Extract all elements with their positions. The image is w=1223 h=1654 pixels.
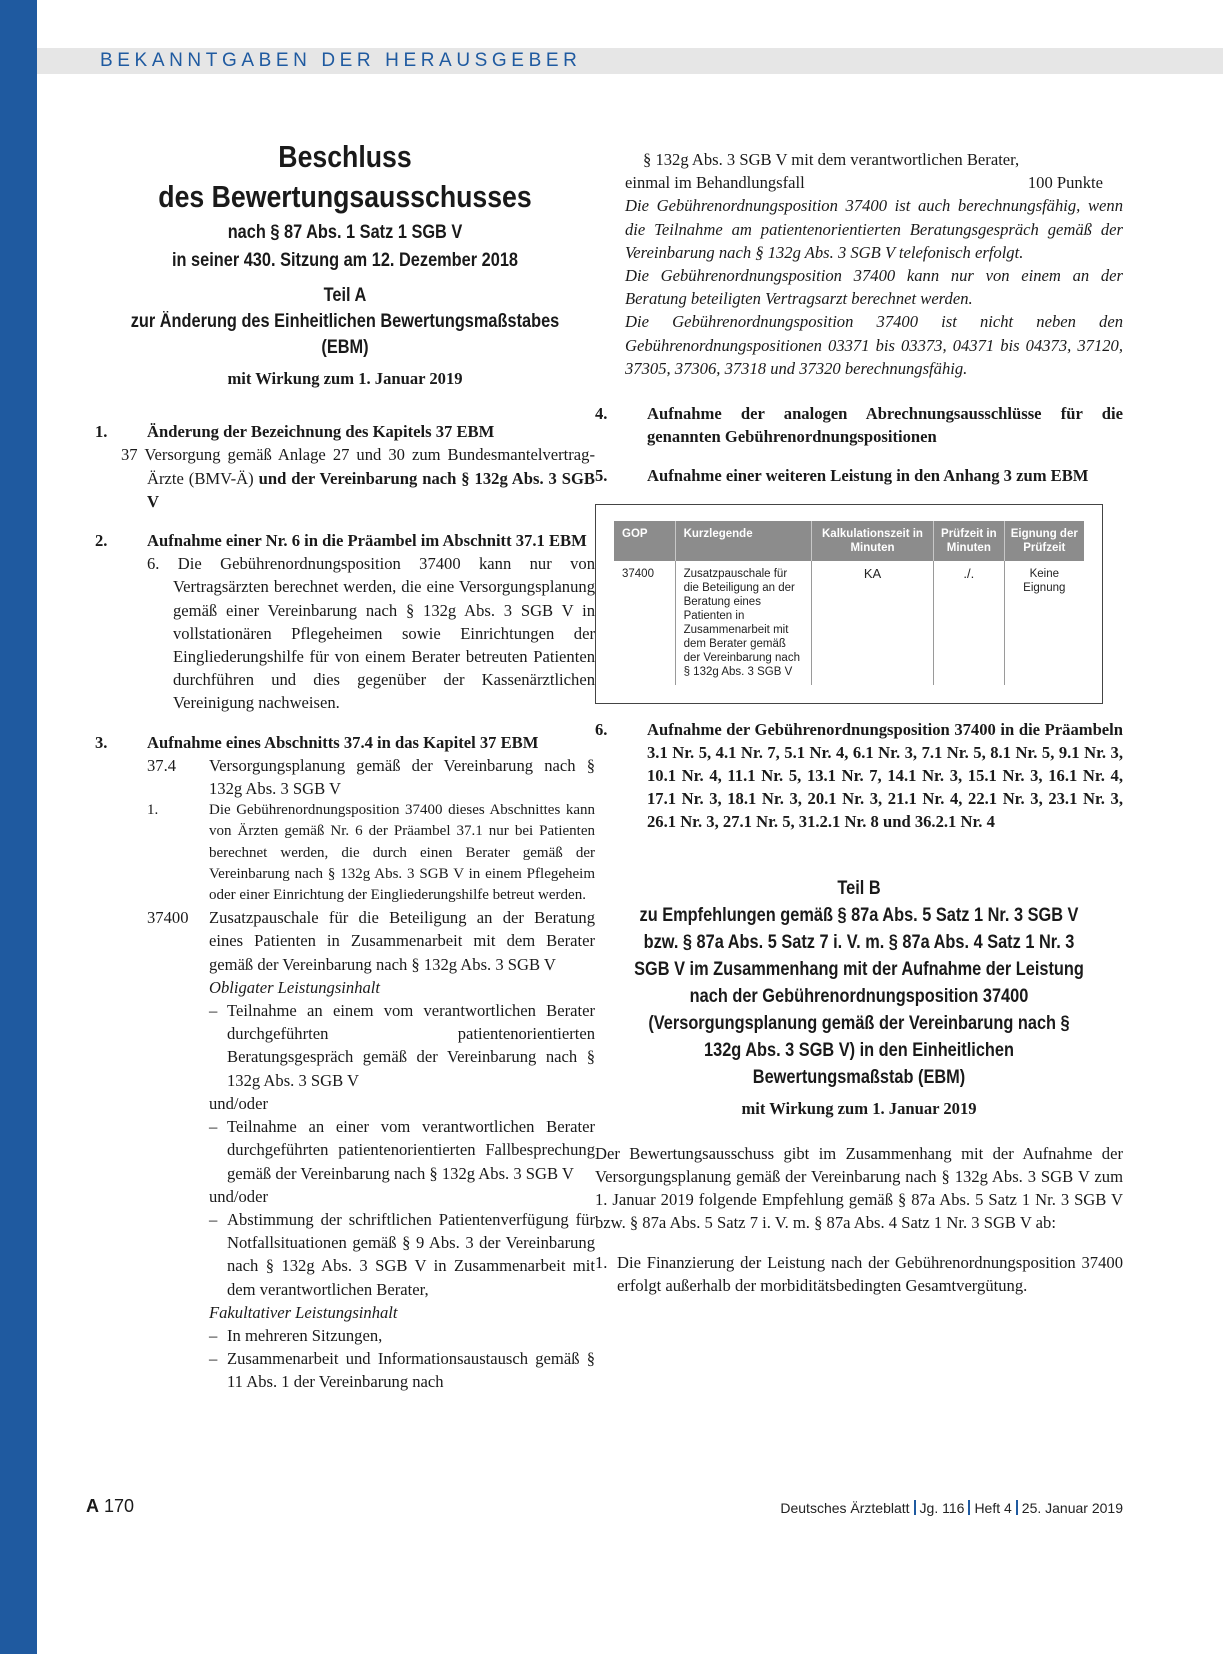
- journal-info: Deutsches Ärzteblatt Jg. 116 Heft 4 25. Januar 2019: [780, 1500, 1123, 1516]
- anhang-table: [614, 521, 1084, 685]
- table-row: [614, 561, 1084, 685]
- table-header-cell: GOP: [614, 521, 675, 561]
- section-header-title: BEKANNTGABEN DER HERAUSGEBER: [100, 50, 582, 71]
- teil-b-point-1: 1. Die Finanzierung der Leistung nach der Gebührenordnungsposition 37400 erfolgt außerhalb der morbiditätsbedingten Gesamtvergütung.: [595, 1252, 1123, 1295]
- page-number: A 170: [86, 1496, 135, 1516]
- item-6: 6. Aufnahme der Gebührenordnungsposition 37400 in die Präambeln 3.1 Nr. 5, 4.1 Nr. 7, 5.1 Nr. 4, 6.1 Nr. 3, 7.1 Nr. 5, 8.1 Nr. 5, 9.1 Nr. 3, 10.1 Nr. 4, 11.1 Nr. 5, 13.1 Nr. 7, 14.1 Nr. 3, 15.1 Nr. 3, 16.1 Nr. 4, 17.1 Nr. 3, 18.1 Nr. 3, 20.1 Nr. 3, 21.1 Nr. 4, 22.1 Nr. 3, 23.1 Nr. 3, 26.1 Nr. 3, 27.1 Nr. 5, 31.2.1 Nr. 8 und 36.2.1 Nr. 4: [595, 719, 1123, 832]
- table-cell: ./.: [934, 561, 1005, 685]
- table-header-cell: Eignung der Prüfzeit: [1004, 521, 1084, 561]
- anhang-table-box: [595, 504, 1103, 704]
- left-column: [95, 137, 595, 1394]
- points-line: einmal im Behandlungsfall 100 Punkte: [625, 173, 1103, 193]
- item-4: 4. Aufnahme der analogen Abrechnungsausschlüsse für die genannten Gebührenordnungspositionen: [595, 404, 1123, 447]
- table-cell: Zusatzpauschale für die Beteiligung an der Beratung eines Patienten in Zusammenarbeit mit dem Berater gemäß der Vereinbarung nach § 132g Abs. 3 SGB V: [675, 561, 811, 685]
- table-header-cell: Kalkulationszeit in Minuten: [811, 521, 933, 561]
- item-3-continued: § 132g Abs. 3 SGB V mit dem verantwortlichen Berater,: [643, 150, 1020, 169]
- document-title: Beschluss des Bewertungsausschusses nach § 87 Abs. 1 Satz 1 SGB V in seiner 430. Sitzung am 12. Dezember 2018 Teil A zur Änderung des Einheitlichen Bewertungsmaßstabes (EBM) mit Wirkung zum 1. Januar 2019: [130, 139, 560, 388]
- right-column: [595, 148, 1123, 1297]
- item-3: 3. Aufnahme eines Abschnitts 37.4 in das Kapitel 37 EBM 37.4 Versorgungsplanung gemäß der Vereinbarung nach § 132g Abs. 3 SGB V 1. Die Gebührenordnungsposition 37400 dieses Abschnittes kann von Ärzten gemäß Nr. 6 der Präambel 37.1 nur bei Patienten berechnet werden, die durch einen Berater gemäß der Vereinbarung nach § 132g Abs. 3 SGB V in einem Pflegeheim oder einer Einrichtung der Eingliederungshilfe betreut werden. 37400 Zusatzpauschale für die Beteiligung an der Beratung eines Patienten in Zusammenarbeit mit dem Berater gemäß der Vereinbarung nach § 132g Abs. 3 SGB V Obligater Leistungsinhalt – Teilnahme an einem vom verantwortlichen Berater durchgeführten patientenorientierten Beratungsgespräch gemäß der Vereinbarung nach § 132g Abs. 3 SGB V und/oder – Teilnahme an einer vom verantwortlichen Berater durchgeführten patientenorientierten Fallbesprechung gemäß der Vereinbarung nach § 132g Abs. 3 SGB V und/oder – Abstimmung der schriftlichen Patientenverfügung für Notfallsituationen gemäß § 9 Abs. 3 der Vereinbarung nach § 132g Abs. 3 SGB V in Zusammenarbeit mit dem verantwortlichen Berater, Fakultativer Leistungsinhalt – In mehreren Sitzungen, – Zusammenarbeit und Informationsaustausch gemäß § 11 Abs. 1 der Vereinbarung nach: [95, 732, 595, 1392]
- teil-b-intro: Der Bewertungsausschuss gibt im Zusammenhang mit der Aufnahme der Versorgungsplanung gemäß der Vereinbarung nach § 132g Abs. 3 SGB V zum 1. Januar 2019 folgende Empfehlung gemäß § 87a Abs. 5 Satz 1 Nr. 3 SGB V bzw. § 87a Abs. 5 Satz 7 i. V. m. § 87a Abs. 4 Satz 1 Nr. 3 SGB V ab:: [595, 1143, 1123, 1233]
- note-billing: Die Gebührenordnungsposition 37400 kann nur von einem an der Beratung beteiligten Vertragsarzt berechnet werden.: [625, 266, 1123, 309]
- item-2: 2. Aufnahme einer Nr. 6 in die Präambel im Abschnitt 37.1 EBM 6. Die Gebührenordnungsposition 37400 kann nur von Vertragsärzten berechnet werden, die eine Versorgungsplanung gemäß einer Vereinbarung nach § 132g Abs. 3 SGB V in vollstationären Pflegeheimen sowie Einrichtungen der Eingliederungshilfe für von einem Berater betreuten Patienten durchführen und dies gegenüber der Kassenärztlichen Vereinigung nachweisen.: [95, 531, 595, 713]
- table-header-cell: Kurzlegende: [675, 521, 811, 561]
- item-1: 1. Änderung der Bezeichnung des Kapitels 37 EBM 37 Versorgung gemäß Anlage 27 und 30 zum Bundesmantelvertrag-Ärzte (BMV-Ä) und der Vereinbarung nach § 132g Abs. 3 SGB V: [95, 422, 595, 511]
- table-cell: 37400: [614, 561, 675, 685]
- teil-b-heading: Teil B zu Empfehlungen gemäß § 87a Abs. 5 Satz 1 Nr. 3 SGB V bzw. § 87a Abs. 5 Satz 7 i. V. m. § 87a Abs. 4 Satz 1 Nr. 3 SGB V im Zusammenhang mit der Aufnahme der Leistung nach der Gebührenordnungsposition 37400 (Versorgungsplanung gemäß der Vereinbarung nach § 132g Abs. 3 SGB V) in den Einheitlichen Bewertungsmaßstab (EBM) mit Wirkung zum 1. Januar 2019: [634, 877, 1084, 1118]
- item-5: 5. Aufnahme einer weiteren Leistung in den Anhang 3 zum EBM: [595, 466, 1089, 486]
- table-header-row: [614, 521, 1084, 561]
- table-cell: KA: [811, 561, 933, 685]
- table-cell: Keine Eignung: [1023, 567, 1066, 594]
- note-telephone: Die Gebührenordnungsposition 37400 ist auch berechnungsfähig, wenn die Teilnahme am patientenorientierten Beratungsgespräch gemäß der Vereinbarung nach § 132g Abs. 3 SGB V telefonisch erfolgt.: [625, 196, 1123, 262]
- blue-sidebar: [0, 0, 37, 1654]
- note-exclusions: Die Gebührenordnungsposition 37400 ist nicht neben den Gebührenordnungspositionen 03371 bis 03373, 04371 bis 04373, 37120, 37305, 37306, 37318 und 37320 berechnungsfähig.: [625, 312, 1123, 378]
- table-header-cell: Prüfzeit in Minuten: [934, 521, 1005, 561]
